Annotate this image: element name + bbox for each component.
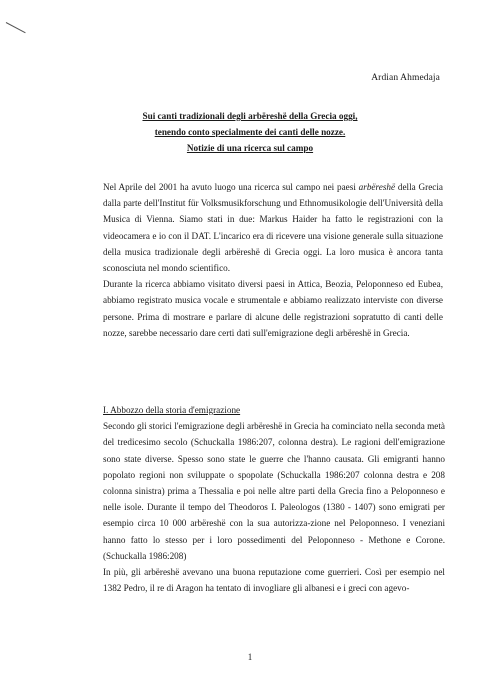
title-line-1: Sui canti tradizionali degli arbëreshë della Grecia oggi, (142, 111, 358, 121)
intro-text: Nel Aprile del 2001 ha avuto luogo una ricerca sul campo nei paesi (103, 182, 359, 192)
section-heading: I. Abbozzo della storia d'emigrazione (103, 405, 241, 415)
page-number: 1 (247, 652, 253, 662)
section-paragraph-1: Secondo gli storici l'emigrazione degli arbëreshë in Grecia ha cominciato nella seconda metà del tredicesimo secolo (Schuckalla 1986:207, colonna destra). Le ragioni dell'emigrazione sono state diverse. Spesso sono state le guerre che l'hanno causata. Gli emigranti hanno popolato regioni non sviluppate o spopolate (Schuckalla 1986:207 colonna destra e 208 colonna sinistra) prima a Thessalia e poi nelle altre parti della Grecia fino a Peloponneso e nelle isole. Durante il tempo del Theodoros I. Paleologos (1380 - 1407) sono emigrati per esempio circa 10 000 arbëreshë con la sua autorizza-zione nel Peloponneso. I veneziani hanno fatto lo stesso per i loro possedimenti del Peloponneso - Methone e Corone. (Schuckalla 1986:208) (103, 421, 445, 561)
title-line-2: tenendo conto specialmente dei canti delle nozze. (154, 127, 346, 137)
intro-emphasis: arbëreshë (358, 182, 396, 192)
document-title (0, 108, 500, 156)
section-paragraph-2: In più, gli arbëreshë avevano una buona reputazione come guerrieri. Così per esempio nel 1382 Pedro, il re di Aragon ha tentato di invogliare gli albanesi e i greci con agevo- (103, 567, 445, 594)
emigration-section (103, 402, 445, 596)
intro-section (103, 179, 443, 341)
intro-paragraph-2: Durante la ricerca abbiamo visitato diversi paesi in Attica, Beozia, Peloponneso ed Eubea, abbiamo registrato musica vocale e strumentale e abbiamo realizzato interviste con diverse persone. Prima di mostrare e parlare di alcune delle registrazioni sopratutto di canti delle nozze, sarebbe necessario dare certi dati sull'emigrazione degli arbëreshë in Grecia. (103, 279, 443, 338)
intro-paragraph-1 (103, 179, 443, 276)
title-line-3: Notizie di una ricerca sul campo (186, 143, 314, 153)
author-name: Ardian Ahmedaja (371, 73, 440, 83)
intro-text: della Grecia dalla parte dell'Institut für Volksmusikforschung und Ethnomusikologie dell'Università della Musica di Vienna. Siamo stati in due: Markus Haider ha fatto le registrazioni con la videocamera e io con il DAT. L'incarico era di ricevere una visione generale sulla situazione della musica tradizionale degli arbëreshë di Grecia oggi. La loro musica è ancora tanta sconosciuta nel mondo scientifico. (103, 182, 443, 274)
scan-mark (6, 22, 26, 33)
